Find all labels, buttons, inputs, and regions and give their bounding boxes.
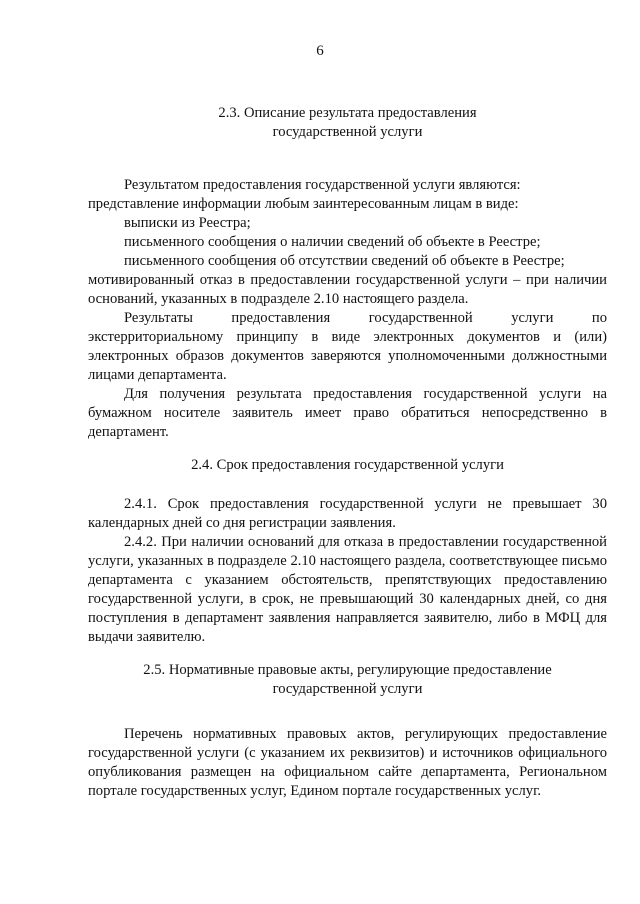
paragraph: 2.4.2. При наличии оснований для отказа в предоставлении государственной услуги, указанных в подразделе 2.10 настоящего раздела, соответствующее письмо департамента с указанием обстоятельств, препятствующих предоставлению государственной услуги, в срок, не превышающий 30 календарных дней, со дня поступления в департамент заявления направляется заявителю, либо в МФЦ для выдачи заявителю. [88,534,607,645]
section-heading-2-5 [88,661,607,699]
section-heading-2-5-line2: государственной услуги [272,681,423,697]
section-heading-2-3 [88,104,607,142]
list-item: письменного сообщения о наличии сведений об объекте в Реестре; [124,234,541,250]
paragraph-first-line: Результаты предоставления государственной услуги по [124,310,607,326]
section-heading-2-5-line1: 2.5. Нормативные правовые акты, регулирующие предоставление [143,662,552,678]
section-heading-2-4-line: 2.4. Срок предоставления государственной услуги [191,457,504,473]
paragraph: представление информации любым заинтересованным лицам в виде: [88,196,519,212]
list-item: письменного сообщения об отсутствии сведений об объекте в Реестре; [124,253,565,269]
section-heading-2-4 [88,456,607,475]
paragraph: Перечень нормативных правовых актов, регулирующих предоставление государственной услуги (с указанием их реквизитов) и источников официального опубликования размещен на официальном сайте департамента, Региональном портале государственных услуг, Едином портале государственных услуг. [88,726,607,799]
page-number: 6 [316,43,324,59]
section-heading-2-3-line1: 2.3. Описание результата предоставления [218,105,477,121]
paragraph: 2.4.1. Срок предоставления государственной услуги не превышает 30 календарных дней со дня регистрации заявления. [88,496,607,531]
paragraph: мотивированный отказ в предоставлении государственной услуги – при наличии оснований, указанных в подразделе 2.10 настоящего раздела. [88,272,607,307]
list-item: выписки из Реестра; [124,215,251,231]
paragraph: Результатом предоставления государственной услуги являются: [124,177,521,193]
paragraph [88,309,607,385]
paragraph-continuation: экстерриториальному принципу в виде электронных документов и (или) электронных образов документов заверяются уполномоченными должностными лицами департамента. [88,329,607,383]
paragraph: Для получения результата предоставления государственной услуги на бумажном носителе заявитель имеет право обратиться непосредственно в департамент. [88,386,607,440]
document-body [88,104,607,801]
section-heading-2-3-line2: государственной услуги [272,124,423,140]
